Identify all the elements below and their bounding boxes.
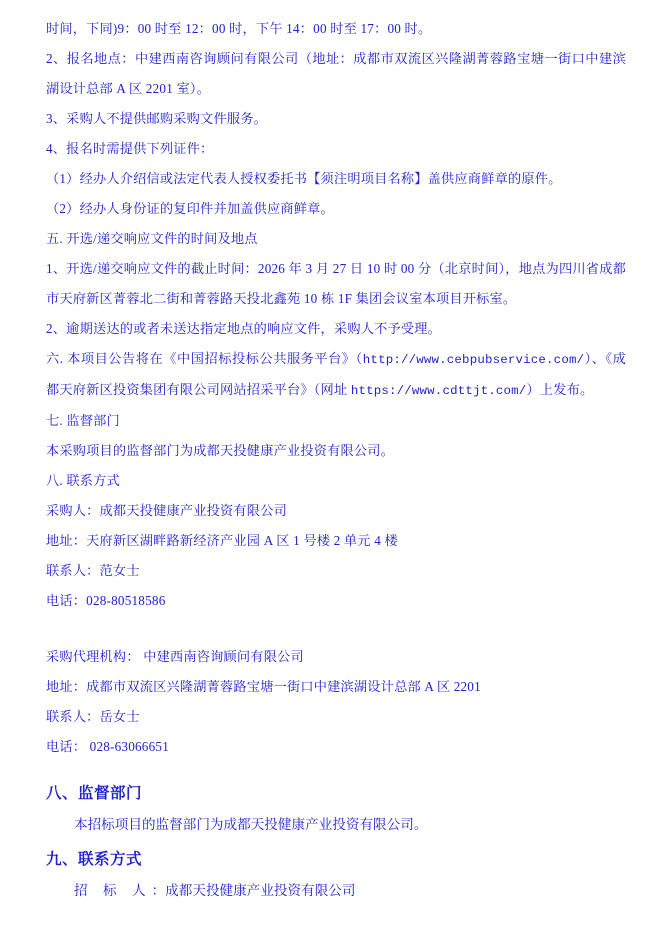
paragraph-agency-phone: 电话： 028-63066651 — [46, 739, 169, 754]
paragraph-purchaser-phone: 电话：028-80518586 — [46, 593, 166, 608]
bidder-label: 招 标 人 — [74, 883, 152, 898]
announcement-url-cdttjt[interactable]: https://www.cdttjt.com/ — [350, 384, 527, 398]
paragraph-document-item-2: （2）经办人身份证的复印件并加盖供应商鲜章。 — [46, 201, 334, 216]
announcement-mid-text: ）、《成都天府新区投资集团有限公司网站招采平台》（网址 — [46, 351, 626, 397]
announcement-lead-text: 六. 本项目公告将在《中国招标投标公共服务平台》（ — [46, 351, 363, 366]
paragraph-deadline: 1、开选/递交响应文件的截止时间：2026 年 3 月 27 日 10 时 00 分（北京时间），地点为四川省成都市天府新区菁蓉北二街和菁蓉路天投北鑫苑 10 栋 1F 集团会议室本项目开标室。 — [46, 261, 626, 306]
section-heading-eight-contact: 八. 联系方式 — [46, 473, 120, 488]
section-heading-seven: 七. 监督部门 — [46, 413, 120, 428]
paragraph-late-submission: 2、逾期送达的或者未送达指定地点的响应文件，采购人不予受理。 — [46, 321, 442, 336]
paragraph-required-documents: 4、报名时需提供下列证件： — [46, 141, 214, 156]
document-content — [46, 14, 626, 906]
section-heading-9: 九、联系方式 — [46, 851, 143, 868]
paragraph-purchaser: 采购人：成都天投健康产业投资有限公司 — [46, 503, 287, 518]
paragraph-time: 时间，下同)9：00 时至 12：00 时，下午 14：00 时至 17：00 时。 — [46, 21, 432, 36]
paragraph-agency-name: 采购代理机构： 中建西南咨询顾问有限公司 — [46, 649, 304, 664]
section-heading-five: 五. 开选/递交响应文件的时间及地点 — [46, 231, 258, 246]
announcement-tail-text: ）上发布。 — [526, 382, 594, 397]
section-body-9 — [46, 876, 626, 906]
spacer — [46, 762, 626, 774]
paragraph-supervision-department: 本采购项目的监督部门为成都天投健康产业投资有限公司。 — [46, 443, 395, 458]
section-heading-8: 八、监督部门 — [46, 785, 143, 802]
paragraph-purchaser-address: 地址：天府新区湖畔路新经济产业园 A 区 1 号楼 2 单元 4 楼 — [46, 533, 398, 548]
paragraph-agency-address: 地址：成都市双流区兴隆湖菁蓉路宝塘一街口中建滨湖设计总部 A 区 2201 — [46, 679, 481, 694]
agency-contact-block — [46, 642, 626, 762]
announcement-url-cebpubservice[interactable]: http://www.cebpubservice.com/ — [362, 353, 585, 367]
paragraph-purchaser-contact: 联系人：范女士 — [46, 563, 140, 578]
paragraph-document-item-1: （1）经办人介绍信或法定代表人授权委托书【须注明项目名称】盖供应商鲜章的原件。 — [46, 171, 562, 186]
paragraph-registration-location: 2、报名地点：中建西南咨询顾问有限公司（地址：成都市双流区兴隆湖菁蓉路宝塘一街口中建滨湖设计总部 A 区 2201 室）。 — [46, 51, 626, 96]
paragraph-agency-contact: 联系人：岳女士 — [46, 709, 140, 724]
paragraph-no-mail-service: 3、采购人不提供邮购采购文件服务。 — [46, 111, 267, 126]
spacer — [46, 616, 626, 642]
bidder-value: ：成都天投健康产业投资有限公司 — [151, 883, 356, 898]
section-body-8: 本招标项目的监督部门为成都天投健康产业投资有限公司。 — [74, 817, 428, 832]
paragraph-announcement-platforms — [46, 344, 626, 406]
